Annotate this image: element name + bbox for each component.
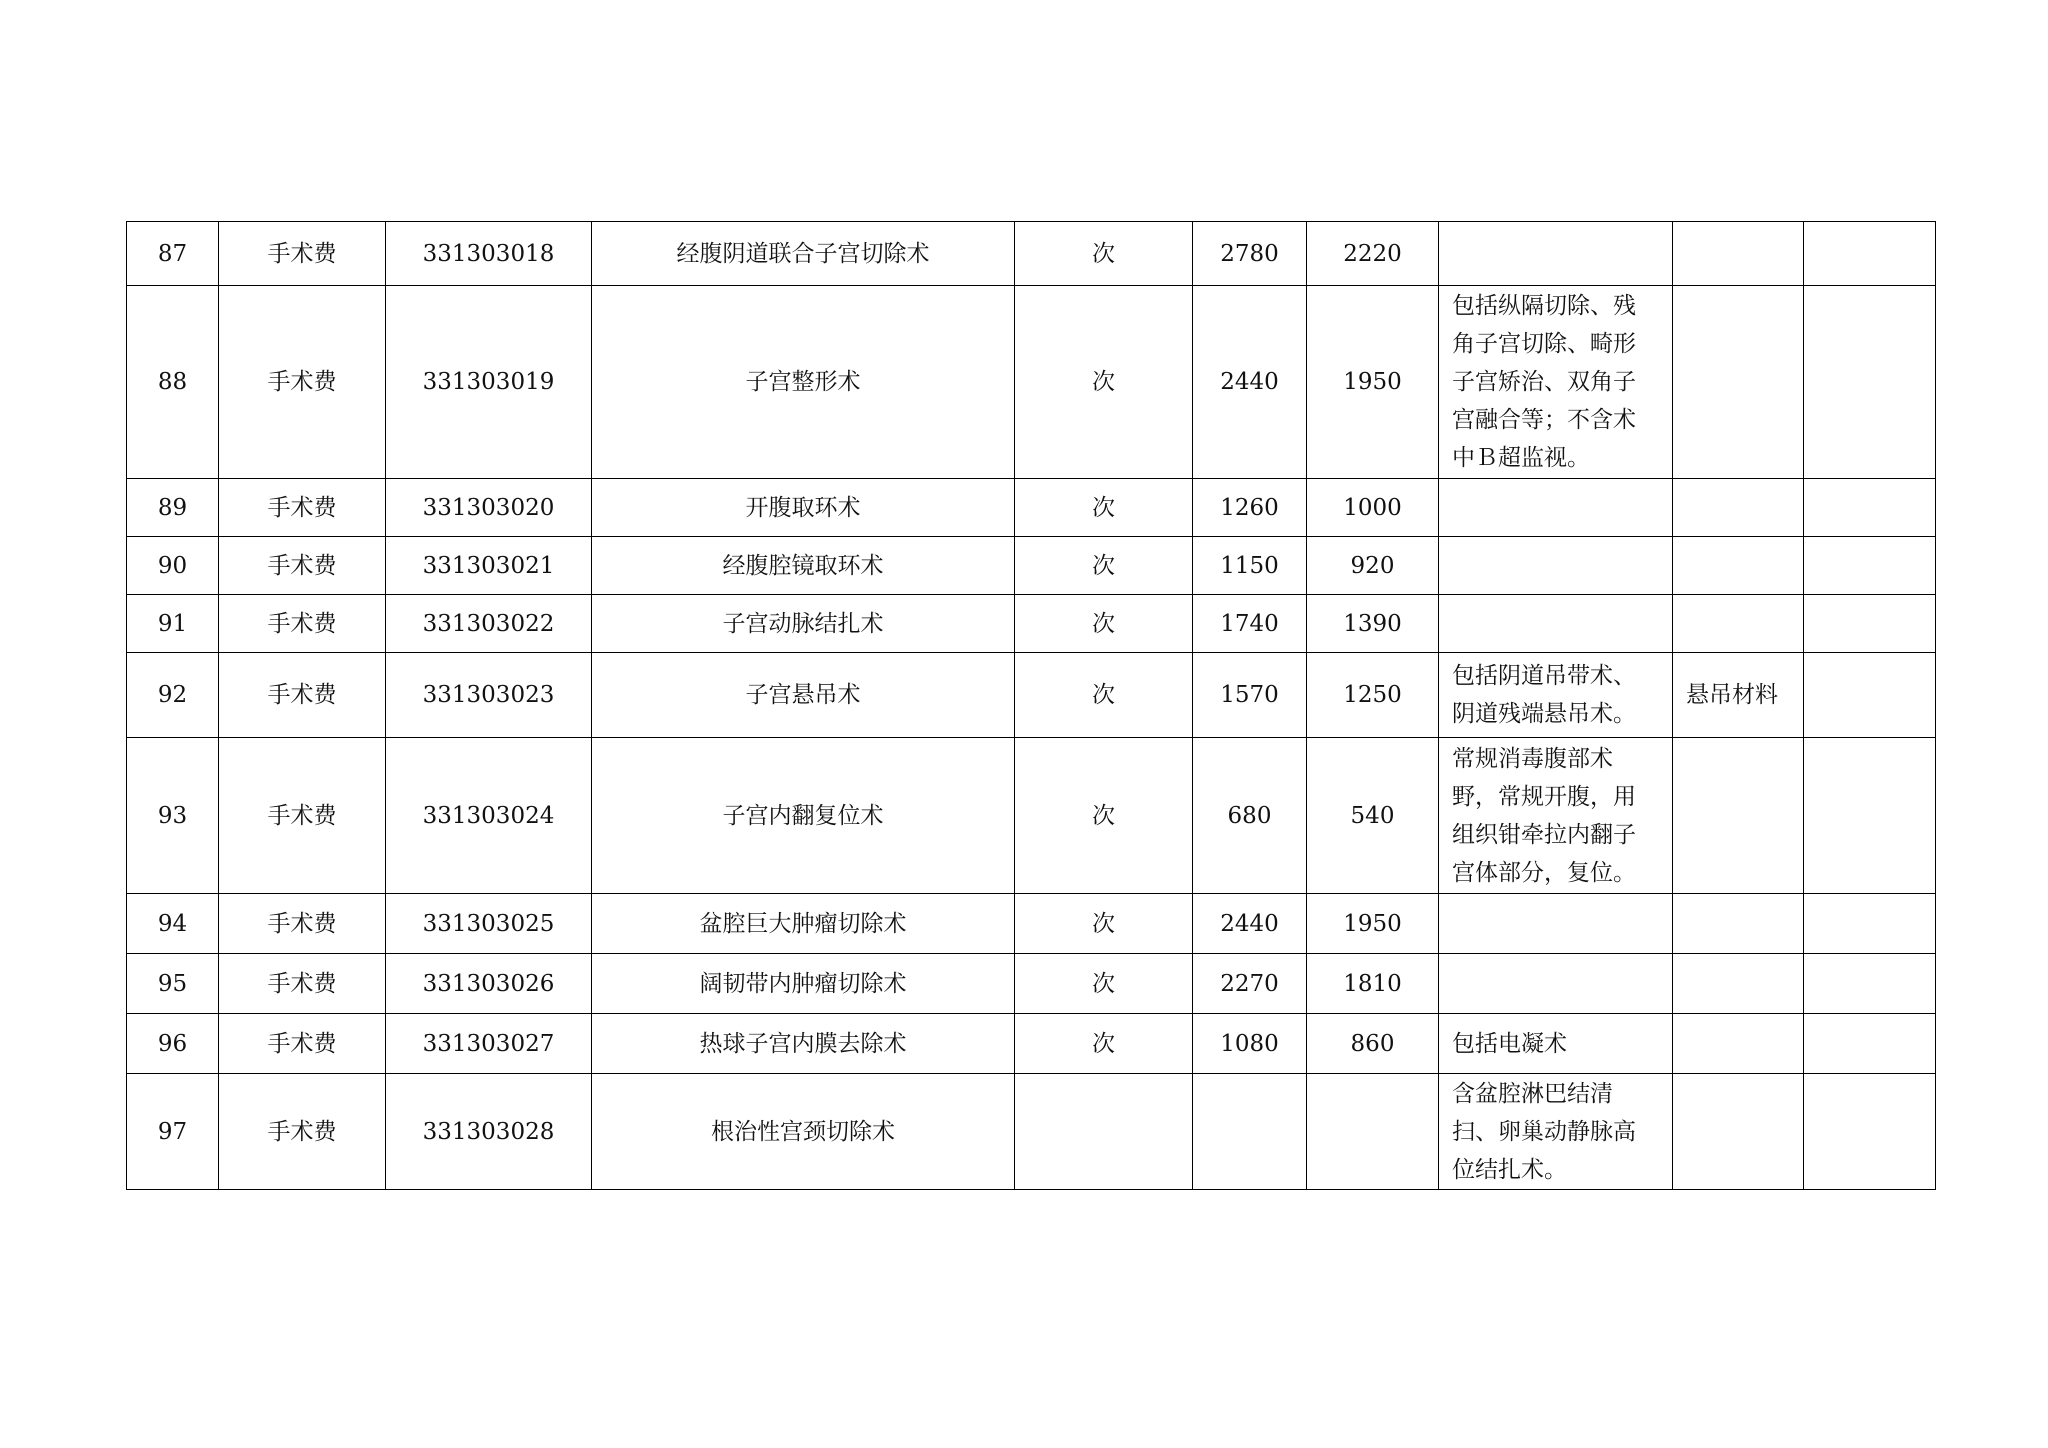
remark-cell <box>1804 537 1936 595</box>
item-name-cell: 盆腔巨大肿瘤切除术 <box>592 894 1015 954</box>
excluded-items-cell <box>1673 1014 1804 1074</box>
excluded-items-cell <box>1673 286 1804 479</box>
unit-cell: 次 <box>1015 1014 1193 1074</box>
remark-cell <box>1804 954 1936 1014</box>
note-cell <box>1439 595 1673 653</box>
remark-cell <box>1804 286 1936 479</box>
price-2-cell: 1250 <box>1307 653 1439 738</box>
remark-cell <box>1804 653 1936 738</box>
category-cell: 手术费 <box>219 954 386 1014</box>
table-row <box>127 479 1936 537</box>
category-cell: 手术费 <box>219 894 386 954</box>
price-1-cell: 1260 <box>1193 479 1307 537</box>
table-row <box>127 894 1936 954</box>
category-cell: 手术费 <box>219 537 386 595</box>
row-number-cell: 91 <box>127 595 219 653</box>
row-number-cell: 89 <box>127 479 219 537</box>
category-cell: 手术费 <box>219 286 386 479</box>
table-row <box>127 1014 1936 1074</box>
price-1-cell: 1570 <box>1193 653 1307 738</box>
price-2-cell: 1950 <box>1307 286 1439 479</box>
note-cell <box>1439 222 1673 286</box>
fee-table <box>126 221 1936 1190</box>
table-row <box>127 653 1936 738</box>
item-name-cell: 开腹取环术 <box>592 479 1015 537</box>
row-number-cell: 87 <box>127 222 219 286</box>
item-name-cell: 经腹腔镜取环术 <box>592 537 1015 595</box>
price-2-cell: 1950 <box>1307 894 1439 954</box>
item-name-cell: 子宫悬吊术 <box>592 653 1015 738</box>
note-cell <box>1439 894 1673 954</box>
item-name-cell: 经腹阴道联合子宫切除术 <box>592 222 1015 286</box>
price-1-cell: 1080 <box>1193 1014 1307 1074</box>
item-code-cell: 331303028 <box>386 1074 592 1190</box>
excluded-items-cell <box>1673 222 1804 286</box>
unit-cell: 次 <box>1015 537 1193 595</box>
row-number-cell: 92 <box>127 653 219 738</box>
price-2-cell <box>1307 1074 1439 1190</box>
table-row <box>127 286 1936 479</box>
remark-cell <box>1804 894 1936 954</box>
unit-cell <box>1015 1074 1193 1190</box>
row-number-cell: 90 <box>127 537 219 595</box>
excluded-items-cell <box>1673 595 1804 653</box>
note-cell: 包括电凝术 <box>1439 1014 1673 1074</box>
unit-cell: 次 <box>1015 954 1193 1014</box>
table-row <box>127 1074 1936 1190</box>
note-cell <box>1439 479 1673 537</box>
unit-cell: 次 <box>1015 738 1193 894</box>
item-name-cell: 子宫整形术 <box>592 286 1015 479</box>
price-2-cell: 860 <box>1307 1014 1439 1074</box>
category-cell: 手术费 <box>219 222 386 286</box>
note-cell <box>1439 537 1673 595</box>
note-cell <box>1439 954 1673 1014</box>
price-1-cell: 2440 <box>1193 894 1307 954</box>
excluded-items-cell <box>1673 479 1804 537</box>
remark-cell <box>1804 222 1936 286</box>
excluded-items-cell: 悬吊材料 <box>1673 653 1804 738</box>
unit-cell: 次 <box>1015 286 1193 479</box>
price-1-cell: 1150 <box>1193 537 1307 595</box>
item-code-cell: 331303021 <box>386 537 592 595</box>
price-1-cell: 2440 <box>1193 286 1307 479</box>
item-code-cell: 331303022 <box>386 595 592 653</box>
note-cell: 常规消毒腹部术野，常规开腹，用组织钳牵拉内翻子宫体部分，复位。 <box>1439 738 1673 894</box>
item-code-cell: 331303019 <box>386 286 592 479</box>
item-code-cell: 331303026 <box>386 954 592 1014</box>
note-cell: 包括阴道吊带术、阴道残端悬吊术。 <box>1439 653 1673 738</box>
row-number-cell: 88 <box>127 286 219 479</box>
unit-cell: 次 <box>1015 479 1193 537</box>
unit-cell: 次 <box>1015 595 1193 653</box>
price-1-cell: 680 <box>1193 738 1307 894</box>
price-1-cell: 1740 <box>1193 595 1307 653</box>
remark-cell <box>1804 479 1936 537</box>
item-name-cell: 根治性宫颈切除术 <box>592 1074 1015 1190</box>
excluded-items-cell <box>1673 537 1804 595</box>
price-1-cell <box>1193 1074 1307 1190</box>
price-2-cell: 1810 <box>1307 954 1439 1014</box>
item-name-cell: 热球子宫内膜去除术 <box>592 1014 1015 1074</box>
table-row <box>127 537 1936 595</box>
item-name-cell: 阔韧带内肿瘤切除术 <box>592 954 1015 1014</box>
table-row <box>127 738 1936 894</box>
unit-cell: 次 <box>1015 222 1193 286</box>
price-2-cell: 1390 <box>1307 595 1439 653</box>
table-row <box>127 222 1936 286</box>
excluded-items-cell <box>1673 738 1804 894</box>
remark-cell <box>1804 1014 1936 1074</box>
price-2-cell: 1000 <box>1307 479 1439 537</box>
category-cell: 手术费 <box>219 1014 386 1074</box>
remark-cell <box>1804 738 1936 894</box>
category-cell: 手术费 <box>219 653 386 738</box>
price-2-cell: 2220 <box>1307 222 1439 286</box>
item-code-cell: 331303018 <box>386 222 592 286</box>
remark-cell <box>1804 1074 1936 1190</box>
category-cell: 手术费 <box>219 479 386 537</box>
table-row <box>127 595 1936 653</box>
unit-cell: 次 <box>1015 894 1193 954</box>
category-cell: 手术费 <box>219 1074 386 1190</box>
item-code-cell: 331303023 <box>386 653 592 738</box>
table-body <box>127 222 1936 1190</box>
note-cell: 含盆腔淋巴结清扫、卵巢动静脉高位结扎术。 <box>1439 1074 1673 1190</box>
item-code-cell: 331303020 <box>386 479 592 537</box>
excluded-items-cell <box>1673 1074 1804 1190</box>
price-1-cell: 2270 <box>1193 954 1307 1014</box>
category-cell: 手术费 <box>219 595 386 653</box>
excluded-items-cell <box>1673 894 1804 954</box>
note-cell: 包括纵隔切除、残角子宫切除、畸形子宫矫治、双角子宫融合等；不含术中Ｂ超监视。 <box>1439 286 1673 479</box>
remark-cell <box>1804 595 1936 653</box>
row-number-cell: 93 <box>127 738 219 894</box>
unit-cell: 次 <box>1015 653 1193 738</box>
price-2-cell: 540 <box>1307 738 1439 894</box>
price-2-cell: 920 <box>1307 537 1439 595</box>
excluded-items-cell <box>1673 954 1804 1014</box>
table-row <box>127 954 1936 1014</box>
item-code-cell: 331303027 <box>386 1014 592 1074</box>
row-number-cell: 97 <box>127 1074 219 1190</box>
item-name-cell: 子宫动脉结扎术 <box>592 595 1015 653</box>
row-number-cell: 95 <box>127 954 219 1014</box>
item-name-cell: 子宫内翻复位术 <box>592 738 1015 894</box>
row-number-cell: 94 <box>127 894 219 954</box>
item-code-cell: 331303025 <box>386 894 592 954</box>
category-cell: 手术费 <box>219 738 386 894</box>
row-number-cell: 96 <box>127 1014 219 1074</box>
item-code-cell: 331303024 <box>386 738 592 894</box>
price-1-cell: 2780 <box>1193 222 1307 286</box>
